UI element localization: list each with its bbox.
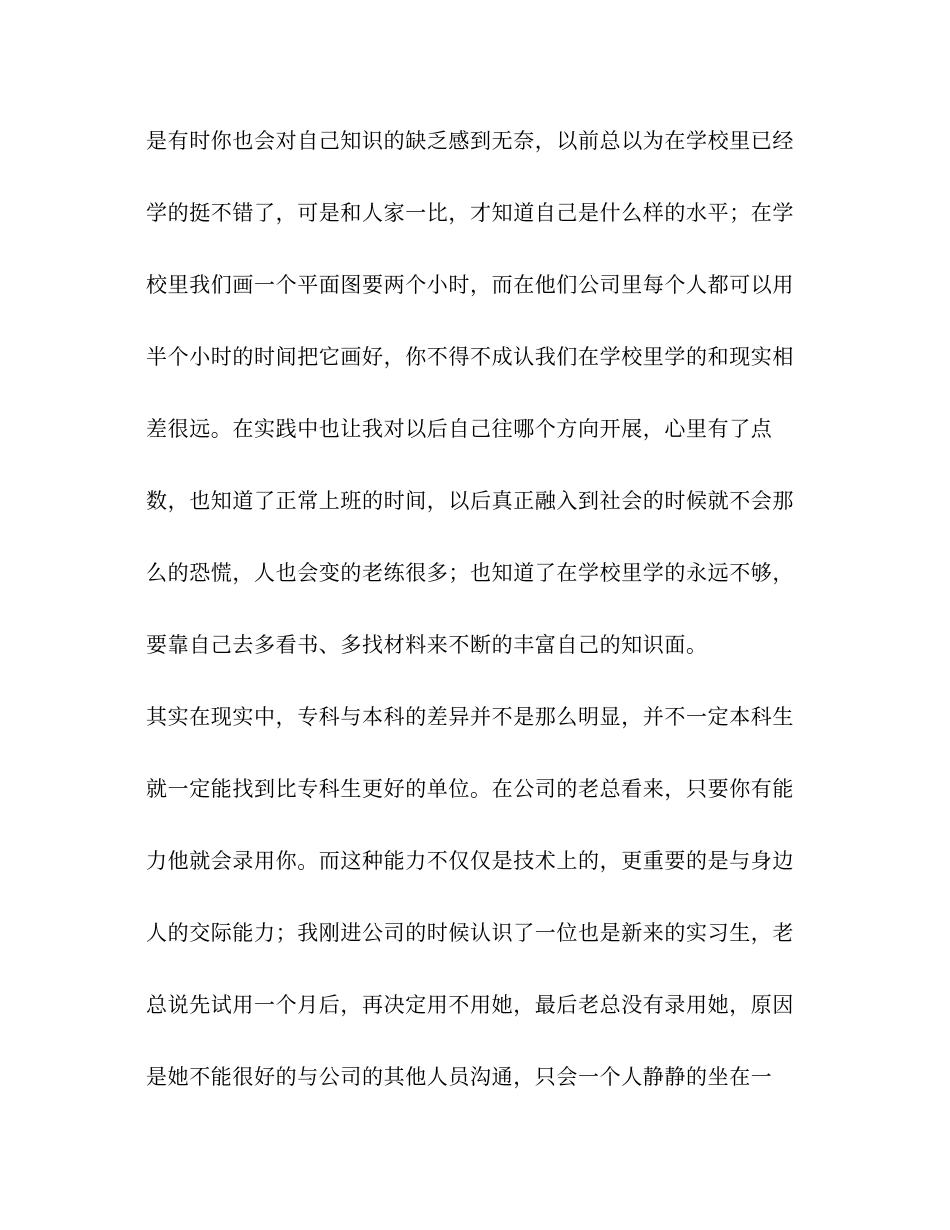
text-line: 就一定能找到比专科生更好的单位。在公司的老总看来，只要你有能 <box>146 777 794 801</box>
text-line: 学的挺不错了，可是和人家一比，才知道自己是什么样的水平；在学 <box>146 201 794 225</box>
text-line: 要靠自己去多看书、多找材料来不断的丰富自己的知识面。 <box>146 633 708 657</box>
text-line: 数，也知道了正常上班的时间，以后真正融入到社会的时候就不会那 <box>146 489 794 513</box>
body-text <box>146 118 806 1126</box>
text-line: 是有时你也会对自己知识的缺乏感到无奈，以前总以为在学校里已经 <box>146 129 794 153</box>
text-line: 差很远。在实践中也让我对以后自己往哪个方向开展，心里有了点 <box>146 417 773 441</box>
text-line: 校里我们画一个平面图要两个小时，而在他们公司里每个人都可以用 <box>146 273 794 297</box>
text-line: 么的恐慌，人也会变的老练很多；也知道了在学校里学的永远不够， <box>146 561 794 585</box>
text-line: 力他就会录用你。而这种能力不仅仅是技术上的，更重要的是与身边 <box>146 849 794 873</box>
text-line: 总说先试用一个月后，再决定用不用她，最后老总没有录用她，原因 <box>146 993 794 1017</box>
text-line: 是她不能很好的与公司的其他人员沟通，只会一个人静静的坐在一 <box>146 1065 773 1089</box>
text-line: 其实在现实中，专科与本科的差异并不是那么明显，并不一定本科生 <box>146 705 794 729</box>
text-line: 人的交际能力；我刚进公司的时候认识了一位也是新来的实习生，老 <box>146 921 794 945</box>
text-line: 半个小时的时间把它画好，你不得不成认我们在学校里学的和现实相 <box>146 345 794 369</box>
